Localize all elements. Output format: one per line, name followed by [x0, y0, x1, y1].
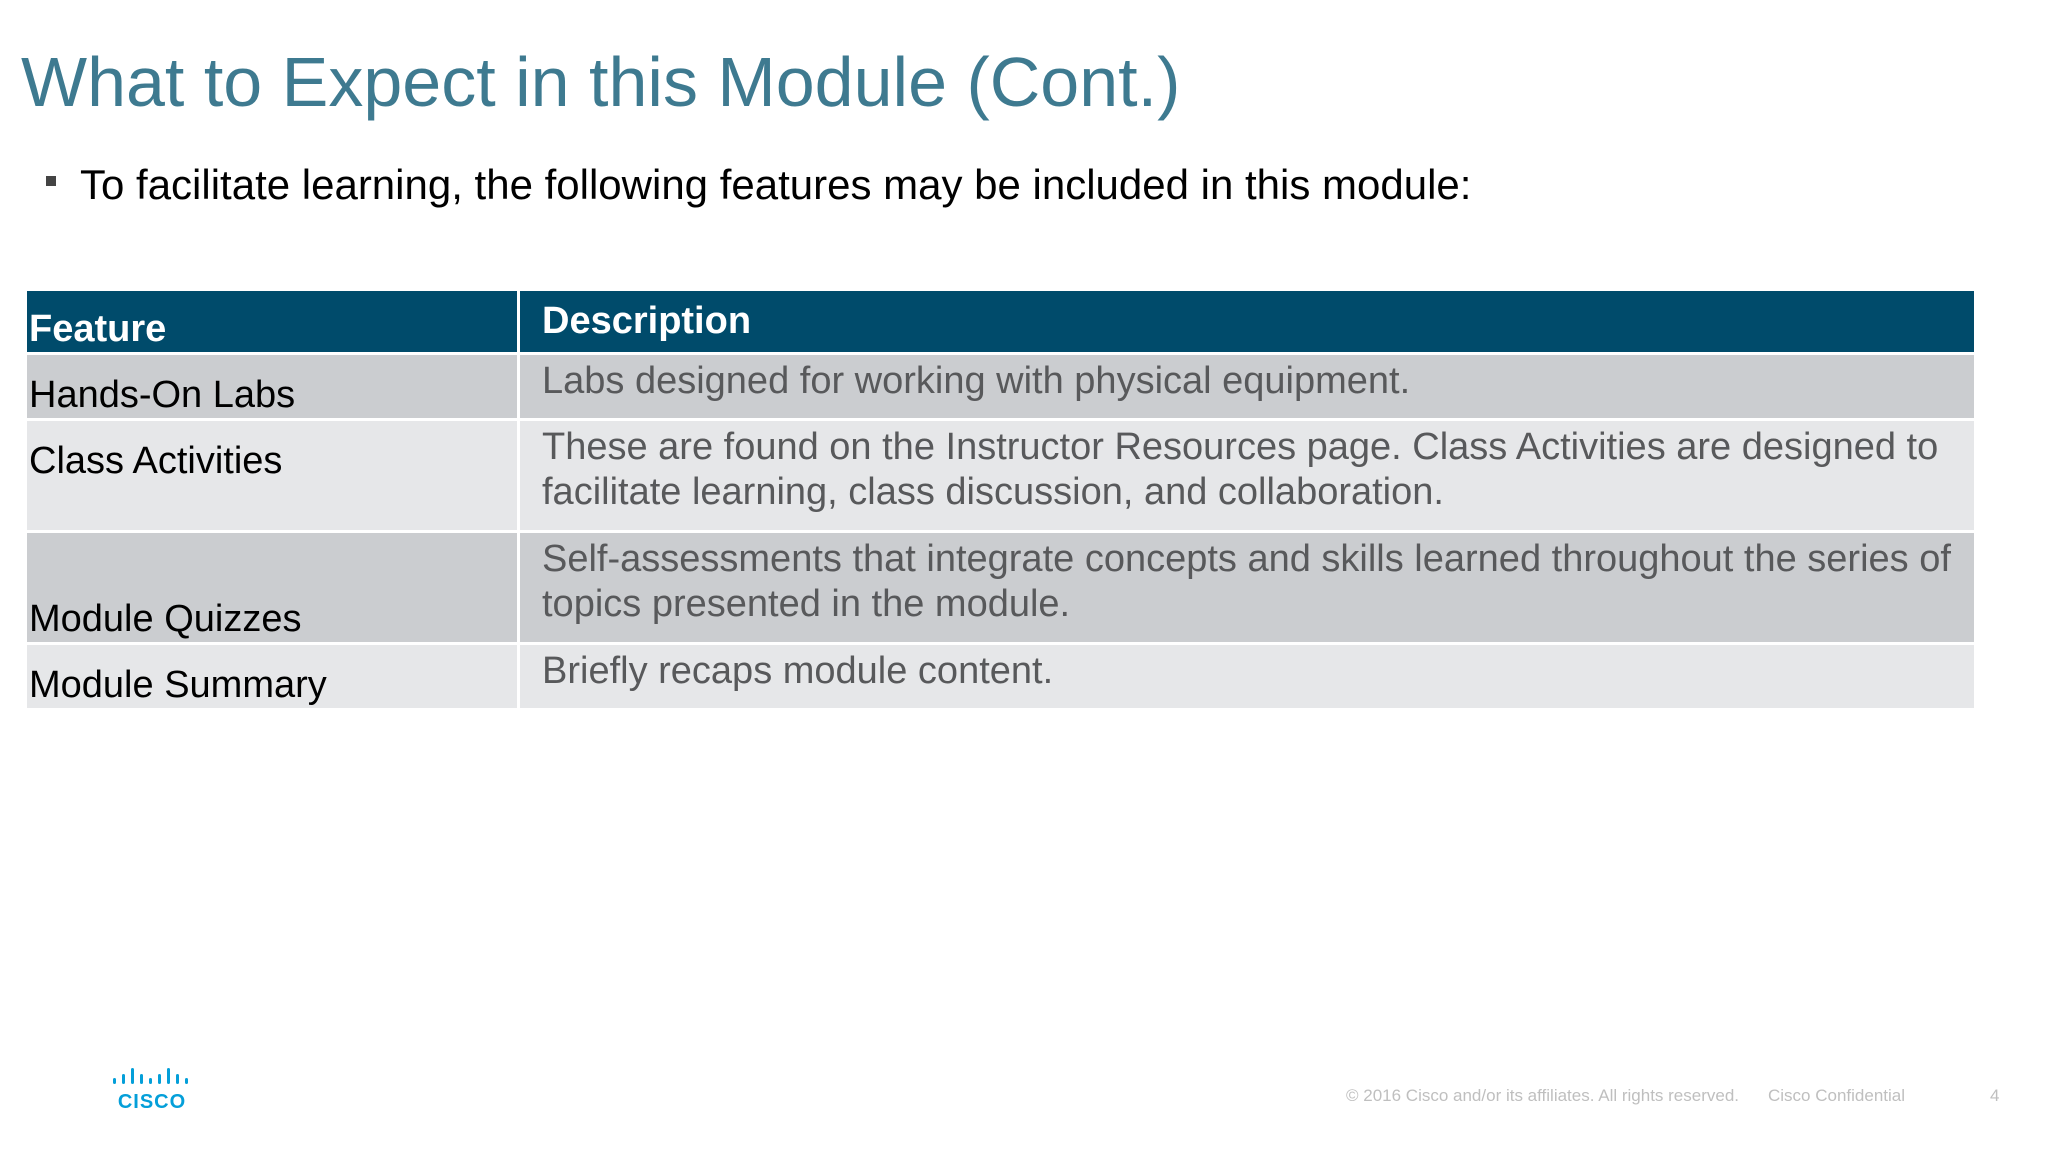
column-header-feature: Feature [26, 290, 519, 354]
description-cell: These are found on the Instructor Resources page. Class Activities are designed to facilitate learning, class discussion, and collaboration. [519, 420, 1976, 532]
description-cell: Self-assessments that integrate concepts and skills learned throughout the series of topics presented in the module. [519, 532, 1976, 644]
column-header-description: Description [519, 290, 1976, 354]
footer-copyright: © 2016 Cisco and/or its affiliates. All rights reserved. [1346, 1086, 1740, 1105]
description-cell: Briefly recaps module content. [519, 644, 1976, 710]
slide-title: What to Expect in this Module (Cont.) [21, 43, 1181, 121]
feature-cell: Class Activities [26, 420, 519, 532]
feature-table [24, 288, 1977, 711]
description-cell: Labs designed for working with physical equipment. [519, 354, 1976, 420]
bullet-text: To facilitate learning, the following features may be included in this module: [80, 161, 1472, 208]
feature-cell: Hands-On Labs [26, 354, 519, 420]
cisco-bridge-icon [113, 1068, 188, 1084]
bullet-item [46, 162, 1471, 208]
footer-confidential: Cisco Confidential [1768, 1086, 1906, 1105]
feature-cell: Module Quizzes [26, 532, 519, 644]
table-header-row [26, 290, 1976, 354]
cisco-logo [112, 1068, 198, 1112]
table-row [26, 532, 1976, 644]
page-number: 4 [1990, 1086, 2000, 1105]
table-row [26, 354, 1976, 420]
bullet-square-icon [46, 176, 56, 186]
table-row [26, 644, 1976, 710]
table-row [26, 420, 1976, 532]
cisco-logo-text: CISCO [117, 1091, 187, 1112]
feature-cell: Module Summary [26, 644, 519, 710]
